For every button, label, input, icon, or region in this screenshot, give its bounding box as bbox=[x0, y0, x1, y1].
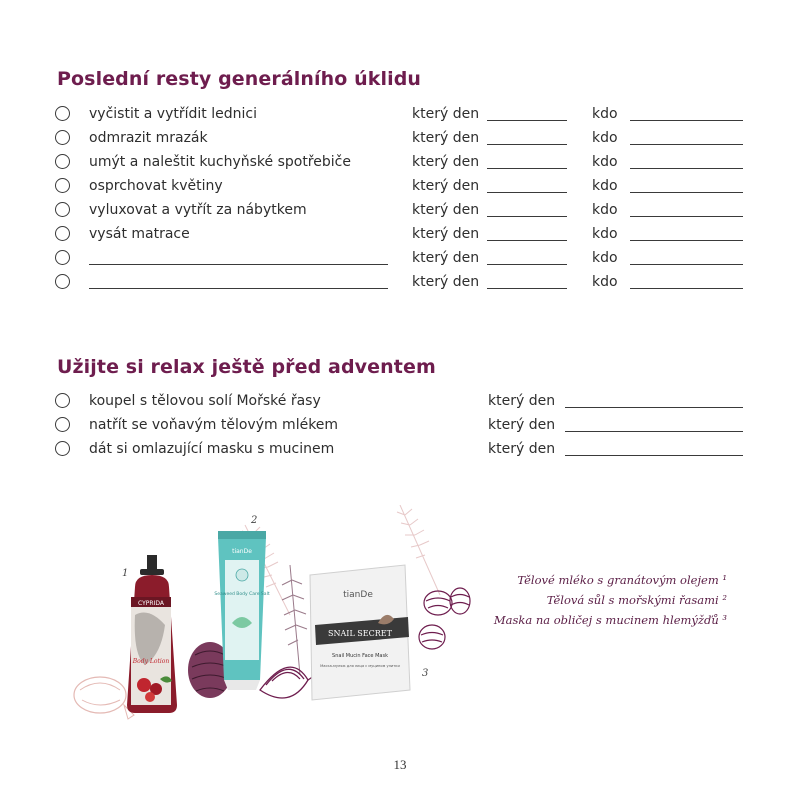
product-caption: Tělové mléko s granátovým olejem ¹ bbox=[517, 573, 727, 587]
who-blank[interactable] bbox=[630, 288, 743, 289]
task-label: dát si omlazující masku s mucinem bbox=[89, 441, 335, 457]
section-title-relax: Užijte si relax ještě před adventem bbox=[57, 356, 436, 378]
checkbox-circle[interactable] bbox=[55, 274, 70, 289]
checkbox-circle[interactable] bbox=[55, 226, 70, 241]
day-label: který den bbox=[412, 130, 480, 146]
who-label: kdo bbox=[592, 154, 618, 170]
who-label: kdo bbox=[592, 106, 618, 122]
mask-name: Snail Mucin Face Mask bbox=[332, 653, 388, 659]
who-label: kdo bbox=[592, 202, 618, 218]
checkbox-circle[interactable] bbox=[55, 178, 70, 193]
day-label: který den bbox=[488, 441, 556, 457]
checkbox-circle[interactable] bbox=[55, 154, 70, 169]
day-label: který den bbox=[488, 417, 556, 433]
day-blank[interactable] bbox=[487, 192, 567, 193]
who-label: kdo bbox=[592, 274, 618, 290]
snail-mask-sachet bbox=[310, 565, 410, 700]
checkbox-circle[interactable] bbox=[55, 417, 70, 432]
task-label: osprchovat květiny bbox=[89, 178, 223, 194]
task-blank[interactable] bbox=[89, 288, 388, 289]
product-number: 3 bbox=[422, 668, 429, 679]
product-number: 1 bbox=[122, 568, 129, 579]
day-label: který den bbox=[412, 202, 480, 218]
section-title-cleaning: Poslední resty generálního úklidu bbox=[57, 68, 422, 90]
who-label: kdo bbox=[592, 250, 618, 266]
day-label: který den bbox=[412, 226, 480, 242]
who-blank[interactable] bbox=[630, 120, 743, 121]
day-blank[interactable] bbox=[487, 144, 567, 145]
who-blank[interactable] bbox=[630, 264, 743, 265]
who-blank[interactable] bbox=[630, 240, 743, 241]
task-label: odmrazit mrazák bbox=[89, 130, 208, 146]
task-blank[interactable] bbox=[89, 264, 388, 265]
checkbox-circle[interactable] bbox=[55, 130, 70, 145]
task-label: natřít se voňavým tělovým mlékem bbox=[89, 417, 339, 433]
page-number: 13 bbox=[393, 757, 407, 772]
product-number: 2 bbox=[251, 515, 258, 526]
day-label: který den bbox=[488, 393, 556, 409]
bottle-brand: CYPRIDA bbox=[138, 600, 164, 607]
product-caption: Tělová sůl s mořskými řasami ² bbox=[546, 593, 727, 607]
who-label: kdo bbox=[592, 130, 618, 146]
checkbox-circle[interactable] bbox=[55, 393, 70, 408]
bottle-label: Body Lotion bbox=[132, 658, 170, 665]
checkbox-circle[interactable] bbox=[55, 250, 70, 265]
mask-name-ru: Маска-муляж для лица с муцином улитки bbox=[320, 664, 400, 668]
who-blank[interactable] bbox=[630, 144, 743, 145]
product-caption: Maska na obličej s mucinem hlemýžďů ³ bbox=[493, 613, 727, 627]
checkbox-circle[interactable] bbox=[55, 202, 70, 217]
checkbox-circle[interactable] bbox=[55, 441, 70, 456]
product-illustration-svg bbox=[60, 505, 480, 735]
who-label: kdo bbox=[592, 226, 618, 242]
day-blank[interactable] bbox=[487, 240, 567, 241]
day-blank[interactable] bbox=[565, 455, 743, 456]
day-blank[interactable] bbox=[565, 431, 743, 432]
day-blank[interactable] bbox=[487, 216, 567, 217]
task-label: koupel s tělovou solí Mořské řasy bbox=[89, 393, 321, 409]
task-label: vyčistit a vytřídit lednici bbox=[89, 106, 257, 122]
mask-brand: tianDe bbox=[343, 590, 373, 600]
pine-sprig-icon bbox=[282, 565, 307, 675]
checkbox-circle[interactable] bbox=[55, 106, 70, 121]
day-blank[interactable] bbox=[487, 288, 567, 289]
task-label: vysát matrace bbox=[89, 226, 190, 242]
task-label: umýt a naleštit kuchyňské spotřebiče bbox=[89, 154, 351, 170]
day-label: který den bbox=[412, 154, 480, 170]
body-lotion-bottle bbox=[127, 555, 177, 713]
who-blank[interactable] bbox=[630, 216, 743, 217]
who-blank[interactable] bbox=[630, 192, 743, 193]
day-blank[interactable] bbox=[565, 407, 743, 408]
ornament-icon bbox=[74, 677, 126, 713]
tube-label: Seaweed Body Care Salt bbox=[214, 592, 270, 597]
tube-brand: tianDe bbox=[232, 548, 252, 555]
day-label: který den bbox=[412, 250, 480, 266]
task-label: vyluxovat a vytřít za nábytkem bbox=[89, 202, 307, 218]
day-label: který den bbox=[412, 106, 480, 122]
mask-line: SNAIL SECRET bbox=[328, 629, 392, 638]
product-illustration bbox=[60, 505, 480, 735]
day-label: který den bbox=[412, 274, 480, 290]
who-blank[interactable] bbox=[630, 168, 743, 169]
day-label: který den bbox=[412, 178, 480, 194]
day-blank[interactable] bbox=[487, 168, 567, 169]
day-blank[interactable] bbox=[487, 264, 567, 265]
who-label: kdo bbox=[592, 178, 618, 194]
day-blank[interactable] bbox=[487, 120, 567, 121]
